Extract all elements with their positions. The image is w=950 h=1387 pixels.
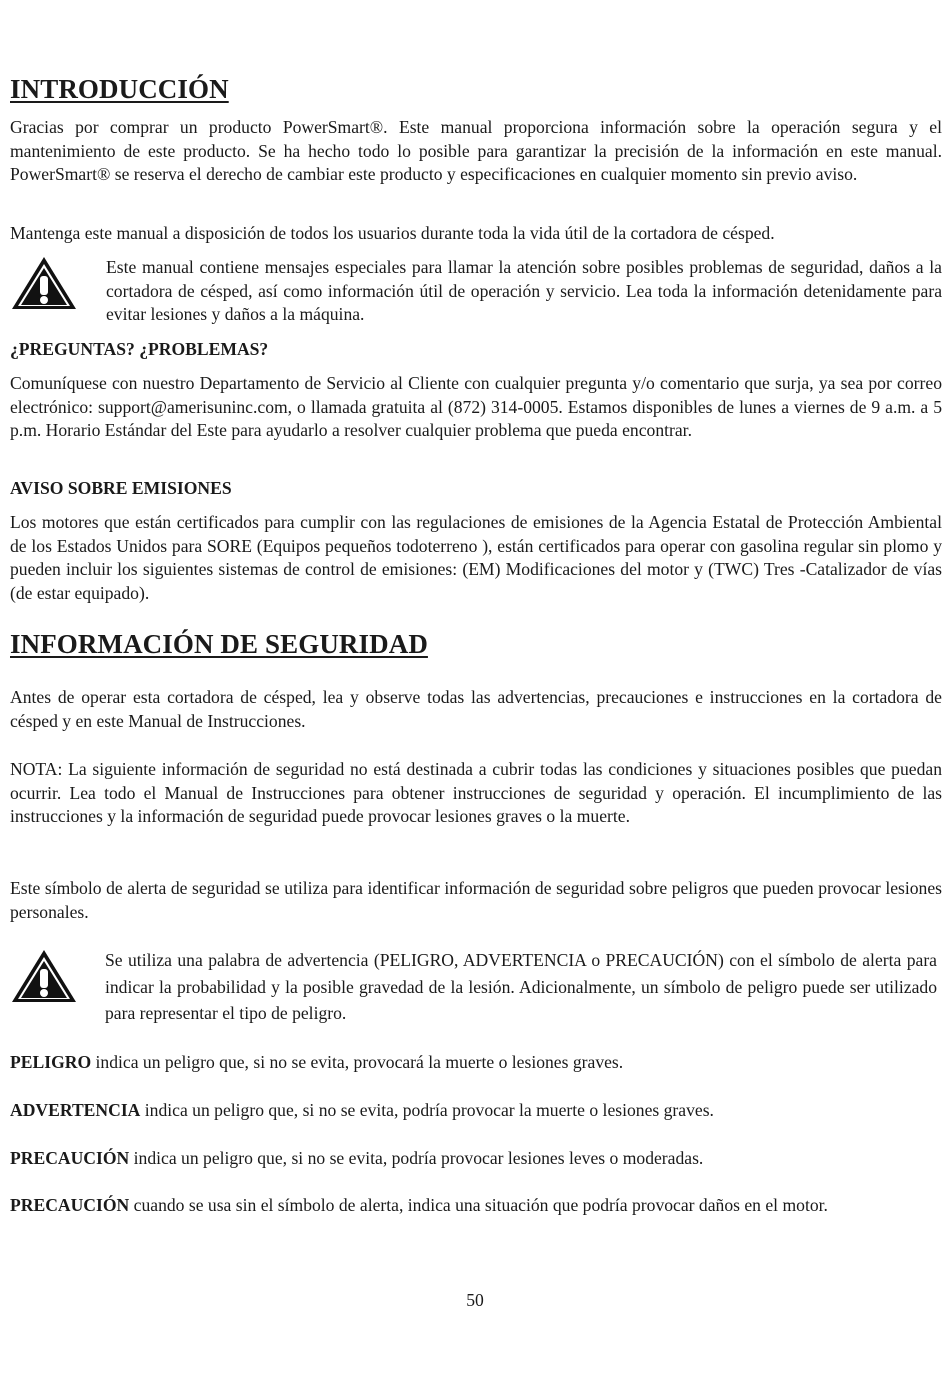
intro-warning-text: Este manual contiene mensajes especiales para llamar la atención sobre posibles problemas de seguridad, daños a la cortadora de césped, así como información útil de operación y servicio. Lea toda la información detenidamente para evitar lesiones y daños a la máquina. xyxy=(106,257,942,325)
definition-text: indica un peligro que, si no se evita, podría provocar la muerte o lesiones graves. xyxy=(140,1100,714,1120)
definition-caution-no-symbol xyxy=(10,1194,942,1218)
definition-text: indica un peligro que, si no se evita, podría provocar lesiones leves o moderadas. xyxy=(129,1148,704,1168)
emissions-heading: AVISO SOBRE EMISIONES xyxy=(10,478,232,498)
page-number: 50 xyxy=(466,1290,484,1310)
intro-paragraph-1: Gracias por comprar un producto PowerSmart®. Este manual proporciona información sobre la operación segura y el mantenimiento de este producto. Se ha hecho todo lo posible para garantizar la precisión de la información en este manual. PowerSmart® se reserva el derecho de cambiar este producto y especificaciones en cualquier momento sin previo aviso. xyxy=(10,117,942,185)
safety-alert-icon-2 xyxy=(10,948,78,1004)
definition-term: PRECAUCIÓN xyxy=(10,1148,130,1168)
definition-term: PRECAUCIÓN xyxy=(10,1195,130,1215)
intro-title: INTRODUCCIÓN xyxy=(10,74,229,104)
safety-title: INFORMACIÓN DE SEGURIDAD xyxy=(10,629,428,659)
safety-alert-icon xyxy=(10,255,78,311)
emissions-paragraph: Los motores que están certificados para cumplir con las regulaciones de emisiones de la Agencia Estatal de Protección Ambiental de los Estados Unidos para SORE (Equipos pequeños todoterreno ), están certificados para operar con gasolina regular sin plomo y pueden incluir los siguientes sistemas de control de emisiones: (EM) Modificaciones del motor y (TWC) Tres -Catalizador de vías (de estar equipado). xyxy=(10,512,942,604)
questions-paragraph: Comuníquese con nuestro Departamento de Servicio al Cliente con cualquier pregunta y/o comentario que surja, ya sea por correo electrónico: support@amerisuninc.com, o llamada gratuita al (872) 314-0005. Estamos disponibles de lunes a viernes de 9 a.m. a 5 p.m. Horario Estándar del Este para ayudarlo a resolver cualquier problema que pueda encontrar. xyxy=(10,373,942,441)
safety-warning-text: Se utiliza una palabra de advertencia (PELIGRO, ADVERTENCIA o PRECAUCIÓN) con el símbolo de alerta para indicar la probabilidad y la posible gravedad de la lesión. Adicionalmente, un símbolo de peligro puede ser utilizado para representar el tipo de peligro. xyxy=(105,950,937,1023)
definition-warning xyxy=(10,1099,942,1123)
definition-text: cuando se usa sin el símbolo de alerta, indica una situación que podría provocar daños en el motor. xyxy=(129,1195,828,1215)
safety-paragraph-2: NOTA: La siguiente información de seguridad no está destinada a cubrir todas las condiciones y situaciones posibles que puedan ocurrir. Lea todo el Manual de Instrucciones para obtener instrucciones de seguridad y operación. El incumplimiento de las instrucciones y la información de seguridad puede provocar lesiones graves o la muerte. xyxy=(10,759,942,827)
definition-term: PELIGRO xyxy=(10,1052,92,1072)
safety-paragraph-3: Este símbolo de alerta de seguridad se utiliza para identificar información de seguridad sobre peligros que pueden provocar lesiones personales. xyxy=(10,878,942,922)
intro-paragraph-2: Mantenga este manual a disposición de todos los usuarios durante toda la vida útil de la cortadora de césped. xyxy=(10,223,775,243)
safety-paragraph-1: Antes de operar esta cortadora de césped, lea y observe todas las advertencias, precauciones e instrucciones en la cortadora de césped y en este Manual de Instrucciones. xyxy=(10,687,942,731)
definition-term: ADVERTENCIA xyxy=(10,1100,141,1120)
definition-text: indica un peligro que, si no se evita, provocará la muerte o lesiones graves. xyxy=(91,1052,624,1072)
definition-danger xyxy=(10,1051,942,1075)
questions-heading: ¿PREGUNTAS? ¿PROBLEMAS? xyxy=(10,339,269,359)
definition-caution xyxy=(10,1147,942,1171)
